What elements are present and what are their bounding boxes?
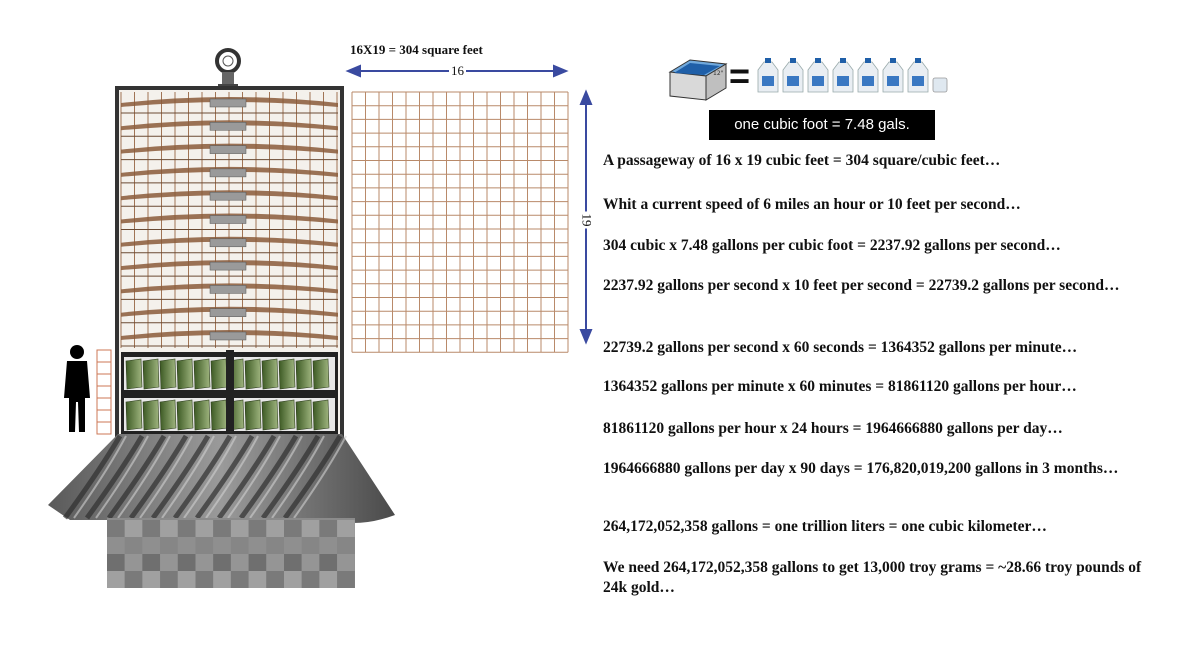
calc-line-passageway: A passageway of 16 x 19 cubic feet = 304 square/cubic feet… <box>603 152 1001 169</box>
calc-line-gold-target: We need 264,172,052,358 gallons to get 13,000 troy grams = ~28.66 troy pounds of 24k gold… <box>603 559 1142 596</box>
height-label: 19 <box>579 213 595 227</box>
calc-line-per-day: 81861120 gallons per hour x 24 hours = 1964666880 gallons per day… <box>603 420 1063 437</box>
grid-area-title: 16X19 = 304 square feet <box>350 42 483 57</box>
passage-grid-diagram <box>0 0 620 360</box>
calc-line-current-speed: Whit a current speed of 6 miles an hour or 10 feet per second… <box>603 196 1021 213</box>
cube-edge-label: 12" <box>713 70 724 77</box>
height-scale-bar <box>97 350 111 434</box>
cubic-foot-cube-icon <box>670 60 726 100</box>
equals-sign: = <box>729 55 751 96</box>
calc-line-per-hour: 1364352 gallons per minute x 60 minutes = 81861120 gallons per hour… <box>603 378 1077 395</box>
cube-to-jugs-illustration <box>668 56 968 106</box>
width-label: 16 <box>451 63 464 78</box>
calc-line-cubic-kilometer: 264,172,052,358 gallons = one trillion liters = one cubic kilometer… <box>603 518 1047 535</box>
calc-line-three-months: 1964666880 gallons per day x 90 days = 176,820,019,200 gallons in 3 months… <box>603 460 1119 477</box>
calc-line-flow-per-second: 2237.92 gallons per second x 10 feet per second = 22739.2 gallons per second… <box>603 277 1120 294</box>
center-shaft <box>226 350 234 436</box>
gallon-jugs <box>758 58 947 92</box>
square-feet-grid <box>352 92 568 352</box>
cubic-foot-caption: one cubic foot = 7.48 gals. <box>709 110 935 140</box>
calc-line-per-minute: 22739.2 gallons per second x 60 seconds = 1364352 gallons per minute… <box>603 339 1078 356</box>
calc-line-gallons-per-second: 304 cubic x 7.48 gallons per cubic foot = 2237.92 gallons per second… <box>603 237 1061 254</box>
